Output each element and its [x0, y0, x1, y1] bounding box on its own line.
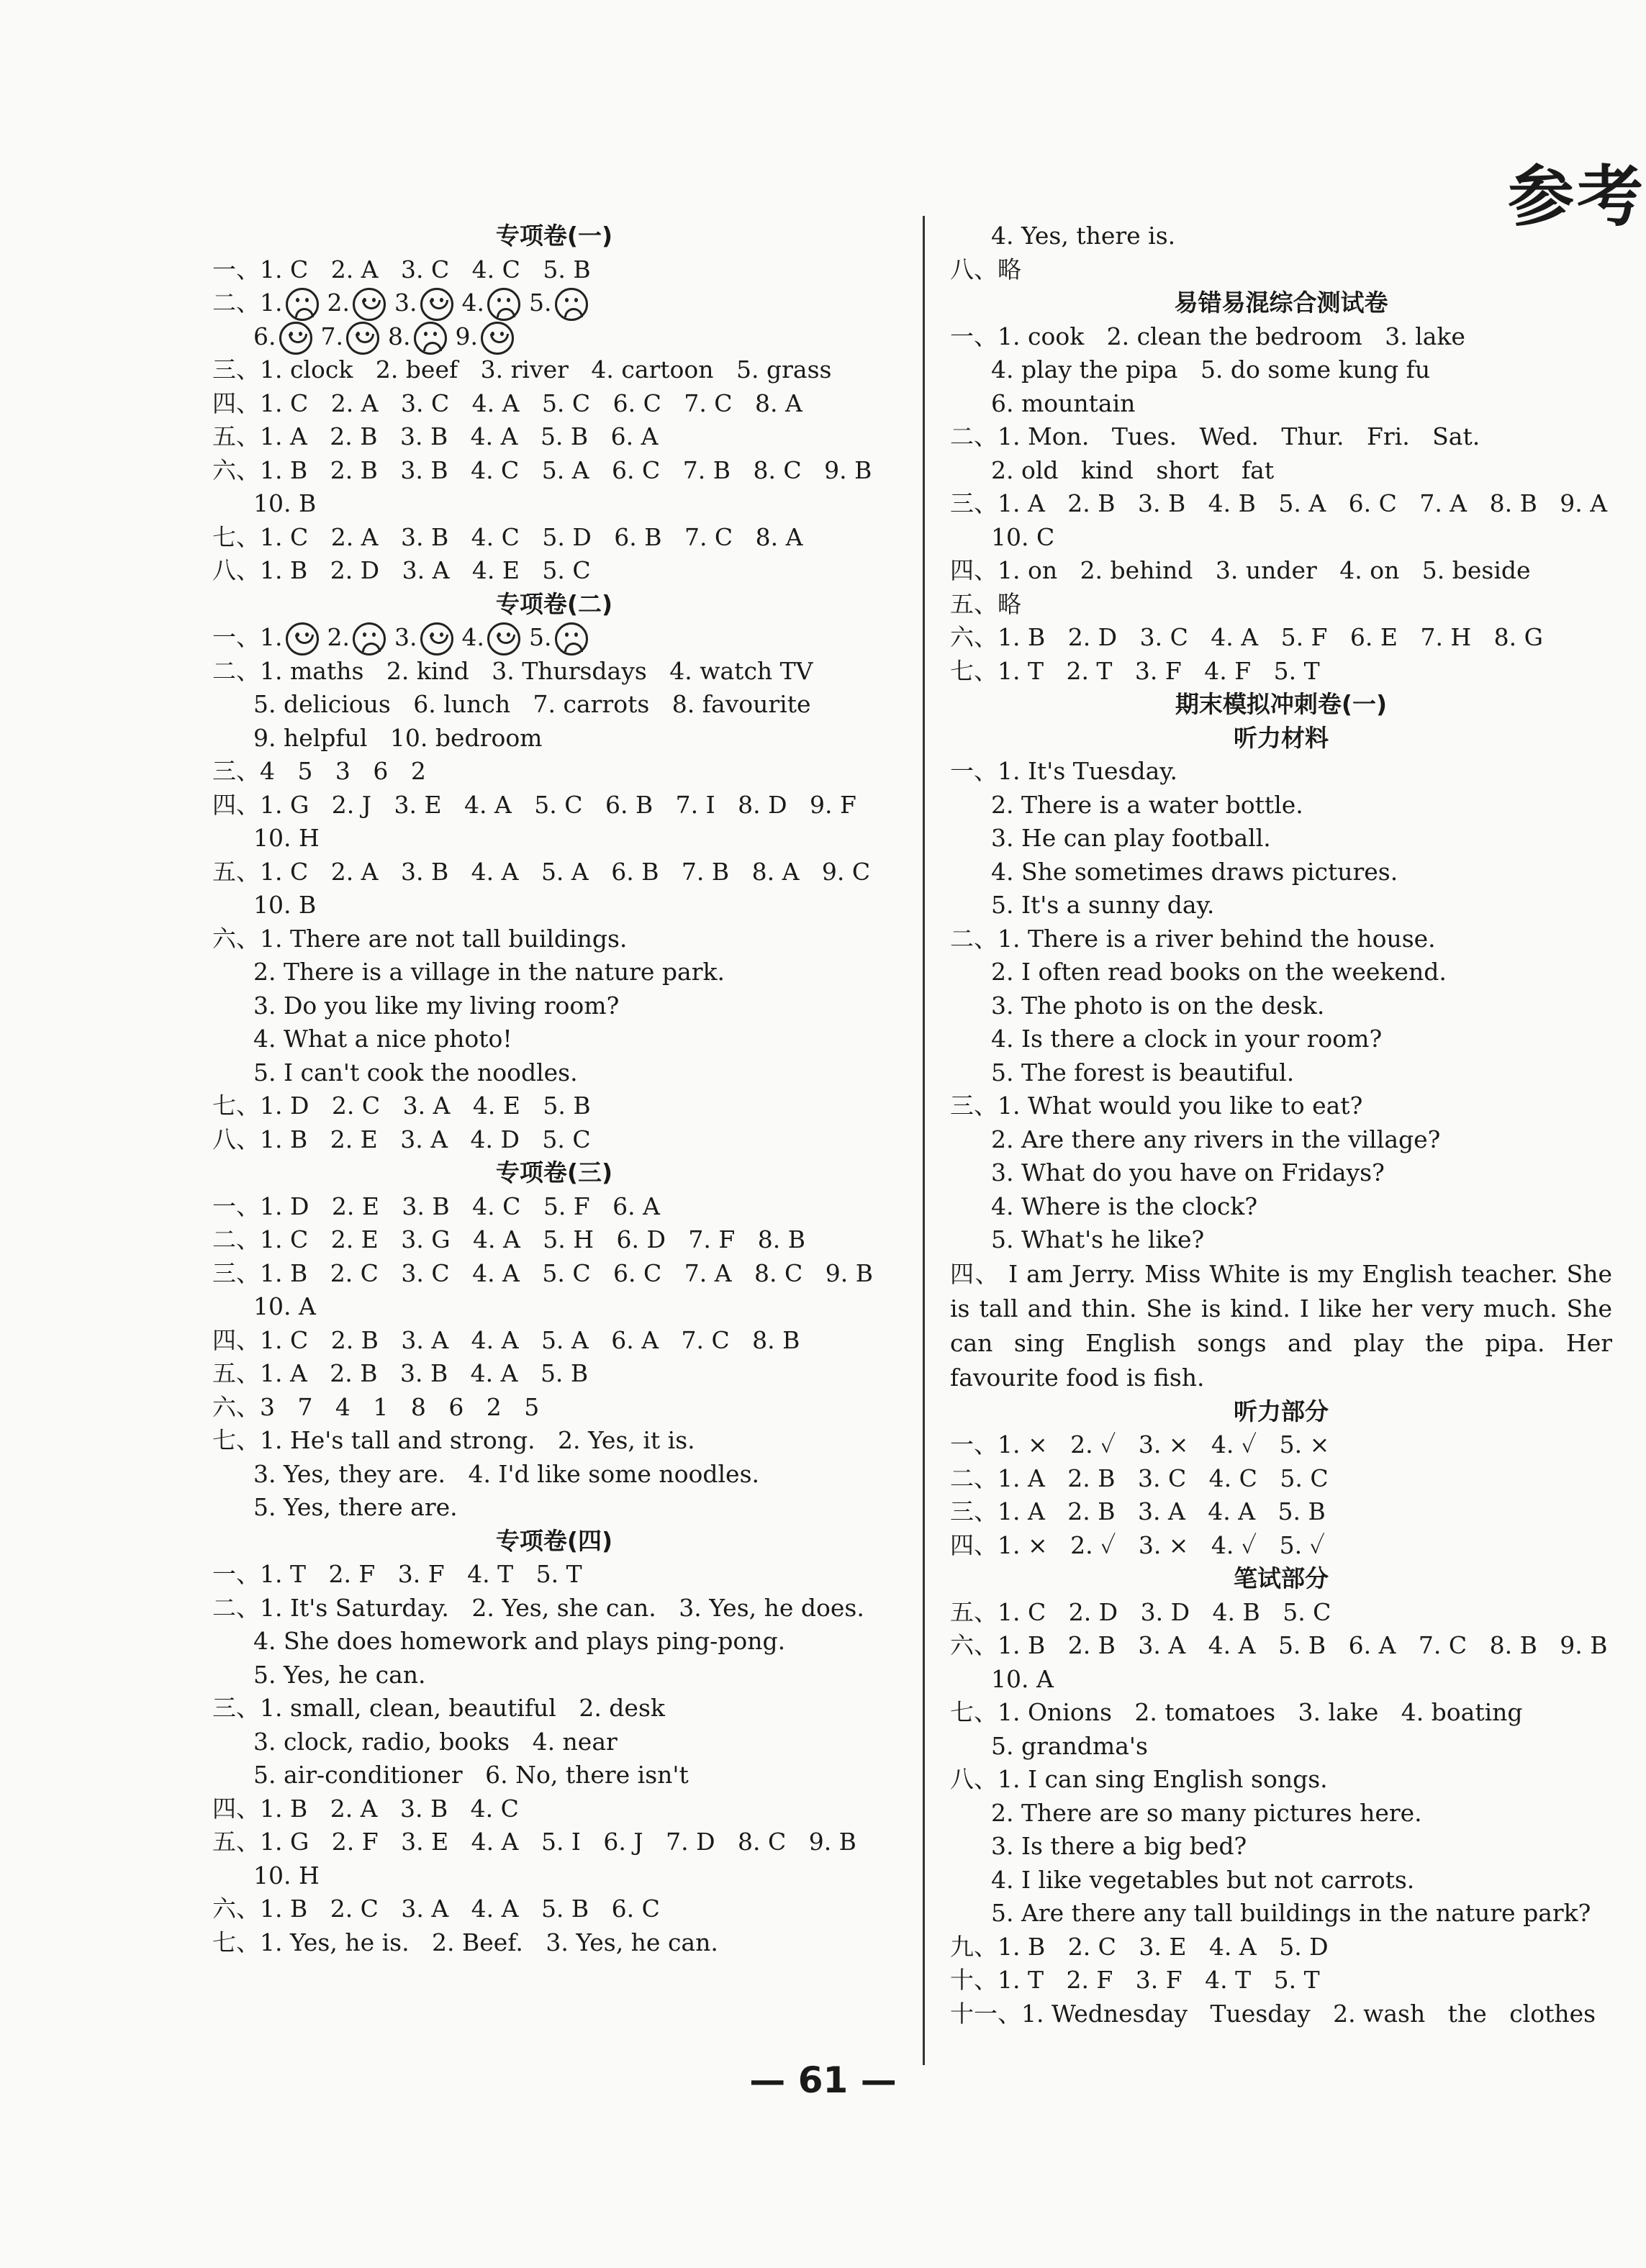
answer-line: 二、1. It's Saturday. 2. Yes, she can. 3. Yes, he does. — [212, 1593, 864, 1622]
smiley-face-icon — [481, 322, 514, 355]
answer-line: 6. mountain — [991, 389, 1136, 417]
left-answer-column — [212, 219, 896, 1959]
answer-line: 七、1. C 2. A 3. B 4. C 5. D 6. B 7. C 8. A — [212, 522, 803, 551]
face-number: 9. — [455, 322, 478, 350]
answer-line: 4. Is there a clock in your room? — [991, 1025, 1383, 1053]
answer-line: 3. What do you have on Fridays? — [991, 1158, 1385, 1187]
answer-line: 一、1. T 2. F 3. F 4. T 5. T — [212, 1560, 582, 1588]
face-number: 一、1. — [212, 623, 283, 651]
answer-line: 5. grandma's — [991, 1731, 1148, 1760]
answer-line: 五、略 — [950, 589, 1021, 618]
answer-line: 八、略 — [950, 255, 1021, 284]
answer-line: 四、 I am Jerry. Miss White is my English teacher. She is tall and thin. She is kind. I like her very much. She can sing English songs and play the pipa. Her favourite food is fish. — [950, 1259, 1612, 1392]
answer-line: 10. A — [253, 1292, 316, 1320]
answer-line: 9. helpful 10. bedroom — [253, 723, 543, 752]
answer-line: 六、1. There are not tall buildings. — [212, 924, 628, 953]
answer-line: 4. Where is the clock? — [991, 1192, 1258, 1220]
answer-line: 2. old kind short fat — [991, 455, 1275, 484]
section-heading: 期末模拟冲刺卷(一) — [1175, 690, 1388, 718]
answer-line: 二、1. A 2. B 3. C 4. C 5. C — [950, 1464, 1329, 1492]
answer-line: 二、1. maths 2. kind 3. Thursdays 4. watch TV — [212, 656, 813, 685]
face-number: 二、1. — [212, 289, 283, 317]
answer-line: 5. What's he like? — [991, 1225, 1205, 1253]
answer-line: 2. There are so many pictures here. — [991, 1798, 1422, 1827]
answer-line: 六、1. B 2. D 3. C 4. A 5. F 6. E 7. H 8. G — [950, 623, 1544, 651]
answer-line: 九、1. B 2. C 3. E 4. A 5. D — [950, 1932, 1329, 1961]
answer-line: 5. air-conditioner 6. No, there isn't — [253, 1761, 689, 1789]
column-divider — [923, 216, 925, 2065]
answer-line: 10. B — [253, 891, 317, 919]
section-heading: 专项卷(一) — [495, 222, 613, 250]
smiley-face-icon — [346, 322, 379, 355]
answer-line: 5. Are there any tall buildings in the nature park? — [991, 1899, 1591, 1927]
answer-line: 五、1. G 2. F 3. E 4. A 5. I 6. J 7. D 8. C 9. B — [212, 1828, 856, 1856]
answer-line: 一、1. C 2. A 3. C 4. C 5. B — [212, 255, 591, 284]
answer-line: 10. B — [253, 489, 317, 517]
answer-line: 4. What a nice photo! — [253, 1025, 512, 1053]
page-number: — 61 — — [749, 2059, 897, 2101]
section-heading: 听力材料 — [1234, 723, 1329, 752]
smiley-face-icon — [286, 622, 319, 656]
answer-line: 4. play the pipa 5. do some kung fu — [991, 355, 1431, 384]
answer-line: 七、1. D 2. C 3. A 4. E 5. B — [212, 1092, 591, 1120]
face-number: 8. — [388, 322, 411, 350]
answer-line: 六、3 7 4 1 8 6 2 5 — [212, 1392, 540, 1421]
answer-line: 4. She does homework and plays ping-pong. — [253, 1627, 786, 1655]
answer-line: 3. Is there a big bed? — [991, 1832, 1247, 1860]
answer-line: 10. H — [253, 824, 320, 852]
face-number: 6. — [253, 322, 276, 350]
answer-line: 一、1. × 2. ✓ 3. × 4. ✓ 5. × — [950, 1430, 1330, 1459]
face-number: 4. — [461, 623, 484, 651]
answer-line: 四、1. G 2. J 3. E 4. A 5. C 6. B 7. I 8. D 9. F — [212, 790, 856, 819]
answer-line: 五、1. A 2. B 3. B 4. A 5. B — [212, 1359, 589, 1387]
answer-line: 五、1. C 2. D 3. D 4. B 5. C — [950, 1597, 1331, 1626]
face-number: 4. — [461, 289, 484, 317]
face-number: 5. — [529, 289, 552, 317]
answer-line: 四、1. × 2. ✓ 3. × 4. ✓ 5. ✓ — [950, 1530, 1325, 1559]
face-number: 7. — [320, 322, 343, 350]
answer-line: 三、4 5 3 6 2 — [212, 757, 426, 785]
section-heading: 专项卷(二) — [495, 589, 613, 618]
smiley-face-icon — [279, 322, 312, 355]
answer-line: 五、1. A 2. B 3. B 4. A 5. B 6. A — [212, 422, 659, 450]
answer-line — [212, 320, 896, 354]
answer-line: 三、1. What would you like to eat? — [950, 1092, 1363, 1120]
answer-line: 4. She sometimes draws pictures. — [991, 857, 1398, 886]
answer-line: 2. There is a village in the nature park. — [253, 958, 725, 986]
answer-line: 六、1. B 2. C 3. A 4. A 5. B 6. C — [212, 1895, 660, 1923]
sad-face-icon — [286, 288, 319, 321]
answer-line: 十、1. T 2. F 3. F 4. T 5. T — [950, 1966, 1320, 1994]
answer-line: 一、1. D 2. E 3. B 4. C 5. F 6. A — [212, 1192, 660, 1220]
answer-line: 5. I can't cook the noodles. — [253, 1058, 578, 1087]
face-number: 3. — [394, 623, 417, 651]
section-heading: 专项卷(四) — [495, 1526, 613, 1555]
answer-line: 10. H — [253, 1861, 320, 1890]
answer-line: 四、1. B 2. A 3. B 4. C — [212, 1794, 519, 1823]
answer-line: 二、1. C 2. E 3. G 4. A 5. H 6. D 7. F 8. B — [212, 1225, 806, 1253]
smiley-face-icon — [420, 288, 453, 321]
answer-line: 二、1. Mon. Tues. Wed. Thur. Fri. Sat. — [950, 422, 1480, 450]
section-heading: 笔试部分 — [1234, 1564, 1329, 1592]
answer-line: 三、1. small, clean, beautiful 2. desk — [212, 1694, 665, 1722]
answer-line: 三、1. A 2. B 3. B 4. B 5. A 6. C 7. A 8. B 9. A — [950, 489, 1608, 517]
answer-line: 四、1. C 2. A 3. C 4. A 5. C 6. C 7. C 8. A — [212, 389, 802, 417]
smiley-face-icon — [487, 622, 520, 656]
answer-line: 10. C — [991, 522, 1055, 551]
answer-line: 五、1. C 2. A 3. B 4. A 5. A 6. B 7. B 8. A 9. C — [212, 857, 871, 886]
answer-line: 六、1. B 2. B 3. A 4. A 5. B 6. A 7. C 8. B 9. B — [950, 1631, 1608, 1659]
section-heading: 专项卷(三) — [495, 1158, 613, 1187]
answer-line: 四、1. C 2. B 3. A 4. A 5. A 6. A 7. C 8. B — [212, 1325, 800, 1354]
smiley-face-icon — [420, 622, 453, 656]
section-heading: 听力部分 — [1234, 1397, 1329, 1425]
face-number: 3. — [394, 289, 417, 317]
answer-line: 七、1. T 2. T 3. F 4. F 5. T — [950, 656, 1320, 685]
answer-line: 5. Yes, there are. — [253, 1493, 458, 1521]
answer-line: 3. clock, radio, books 4. near — [253, 1727, 618, 1756]
right-answer-column — [950, 219, 1612, 2031]
sad-face-icon — [414, 322, 447, 355]
answer-line: 十一、1. Wednesday Tuesday 2. wash the clothes — [950, 1999, 1596, 2028]
sad-face-icon — [353, 622, 386, 656]
answer-line: 一、1. It's Tuesday. — [950, 757, 1178, 785]
face-number: 2. — [327, 623, 350, 651]
page-corner-title: 参考 — [1507, 158, 1646, 235]
answer-line: 八、1. I can sing English songs. — [950, 1765, 1328, 1793]
answer-line: 2. I often read books on the weekend. — [991, 958, 1447, 986]
answer-line: 3. Do you like my living room? — [253, 991, 620, 1020]
answer-line: 5. The forest is beautiful. — [991, 1058, 1295, 1087]
answer-line: 3. The photo is on the desk. — [991, 991, 1325, 1020]
answer-line: 2. Are there any rivers in the village? — [991, 1125, 1441, 1153]
sad-face-icon — [555, 622, 588, 656]
answer-line: 10. A — [991, 1664, 1054, 1693]
answer-line: 3. He can play football. — [991, 824, 1271, 852]
answer-line — [212, 621, 896, 655]
answer-line: 八、1. B 2. E 3. A 4. D 5. C — [212, 1125, 591, 1153]
answer-line: 三、1. B 2. C 3. C 4. A 5. C 6. C 7. A 8. C 9. B — [212, 1258, 873, 1287]
smiley-face-icon — [353, 288, 386, 321]
answer-line: 七、1. Yes, he is. 2. Beef. 3. Yes, he can. — [212, 1928, 718, 1956]
answer-line: 八、1. B 2. D 3. A 4. E 5. C — [212, 556, 591, 584]
answer-line: 三、1. clock 2. beef 3. river 4. cartoon 5. grass — [212, 355, 832, 384]
answer-line: 一、1. cook 2. clean the bedroom 3. lake — [950, 322, 1465, 350]
sad-face-icon — [487, 288, 520, 321]
answer-line: 2. There is a water bottle. — [991, 790, 1303, 819]
answer-line: 四、1. on 2. behind 3. under 4. on 5. beside — [950, 556, 1531, 584]
answer-line: 5. Yes, he can. — [253, 1660, 426, 1689]
answer-line: 3. Yes, they are. 4. I'd like some noodles. — [253, 1459, 760, 1488]
answer-line: 六、1. B 2. B 3. B 4. C 5. A 6. C 7. B 8. C 9. B — [212, 455, 872, 484]
answer-line: 4. Yes, there is. — [991, 222, 1176, 250]
answer-line: 5. delicious 6. lunch 7. carrots 8. favourite — [253, 690, 811, 718]
face-number: 5. — [529, 623, 552, 651]
answer-line: 七、1. Onions 2. tomatoes 3. lake 4. boating — [950, 1698, 1523, 1726]
answer-line: 4. I like vegetables but not carrots. — [991, 1865, 1415, 1894]
answer-line: 5. It's a sunny day. — [991, 891, 1215, 919]
answer-line: 七、1. He's tall and strong. 2. Yes, it is. — [212, 1426, 695, 1454]
face-number: 2. — [327, 289, 350, 317]
section-heading: 易错易混综合测试卷 — [1174, 289, 1388, 317]
answer-line: 三、1. A 2. B 3. A 4. A 5. B — [950, 1497, 1326, 1525]
answer-line — [212, 286, 896, 320]
sad-face-icon — [555, 288, 588, 321]
answer-line: 二、1. There is a river behind the house. — [950, 924, 1436, 953]
